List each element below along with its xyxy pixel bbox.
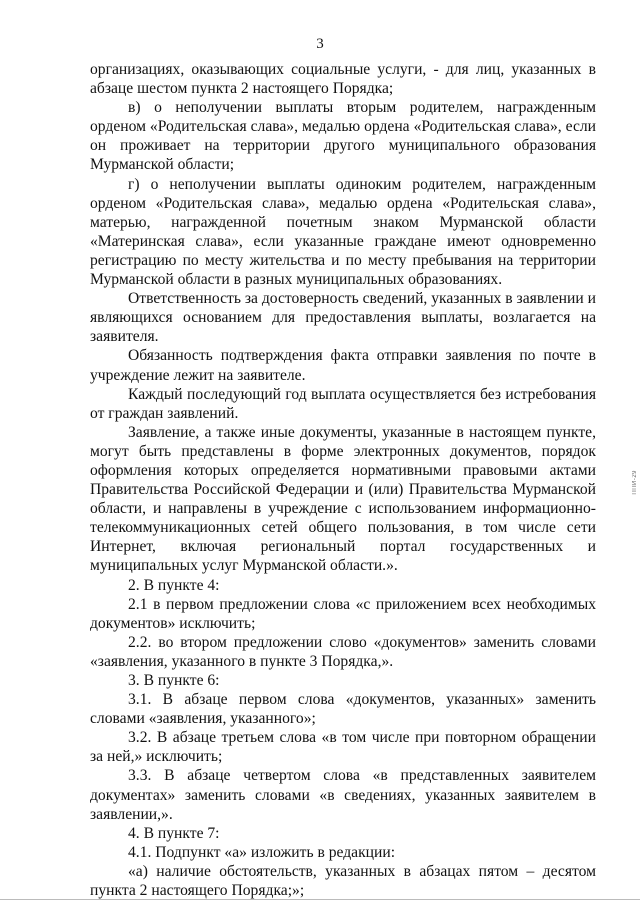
paragraph-responsibility: Ответственность за достоверность сведений, указанных в заявлении и являющихся основанием для предоставления выплаты, возлагается на заявителя.: [90, 290, 596, 346]
paragraph-section-4: 4. В пункте 7:: [128, 824, 220, 842]
paragraph-item-g: г) о неполучении выплаты одиноким родителем, награжденным орденом «Родительская слава», медалью ордена «Родительская слава», матерью, награжденной почетным знаком Мурманской области «Материнская слава», если указанные граждане имеют одновременно регистрацию по месту жительства и по месту пребывания на территории Мурманской области в разных муниципальных образованиях.: [90, 175, 596, 289]
paragraph-section-3: 3. В пункте 6:: [128, 672, 220, 689]
side-stamp: ППИ-29: [632, 470, 638, 495]
paragraph-2-1: 2.1 в первом предложении слова «с приложением всех необходимых документов» исключить;: [90, 595, 596, 632]
paragraph-3-2: 3.2. В абзаце третьем слова «в том числе при повторном обращении за ней,» исключить;: [90, 729, 596, 766]
paragraph-4-1: 4.1. Подпункт «а» изложить в редакции:: [128, 843, 396, 861]
paragraph-4-1-a: «а) наличие обстоятельств, указанных в абзацах пятом – десятом пункта 2 настоящего Порядка;»;: [90, 862, 596, 900]
paragraph-section-2: 2. В пункте 4:: [128, 576, 220, 594]
page-bottom-edge: [0, 899, 640, 900]
paragraph-yearly-payment: Каждый последующий год выплата осуществляется без истребования от граждан заявлений.: [90, 385, 596, 422]
paragraph-mail-confirmation: Обязанность подтверждения факта отправки заявления по почте в учреждение лежит на заявителе.: [90, 347, 596, 384]
paragraph-item-v: в) о неполучении выплаты вторым родителем, награжденным орденом «Родительская слава», медалью ордена «Родительская слава», если он проживает на территории другого муниципального образования Мурманской области;: [90, 99, 596, 174]
page-number: 3: [316, 36, 324, 52]
paragraph-2-2: 2.2. во втором предложении слово «документов» заменить словами «заявления, указанного в пункте 3 Порядка,».: [90, 633, 596, 670]
paragraph-3-3: 3.3. В абзаце четвертом слова «в представленных заявителем документах» заменить словами «в сведениях, указанных заявителем в заявлении,».: [90, 767, 596, 823]
paragraph-electronic-documents: Заявление, а также иные документы, указанные в настоящем пункте, могут быть представлены в форме электронных документов, порядок оформления которых определяется нормативными правовыми актами Правительства Российской Федерации и (или) Правительства Мурманской области, и направлены в учреждение с использованием информационно-телекоммуникационных сетей общего пользования, в том числе сети Интернет, включая региональный портал государственных и муниципальных услуг Мурманской области.».: [90, 423, 596, 575]
paragraph-continuation: организациях, оказывающих социальные услуги, - для лиц, указанных в абзаце шестом пункта 2 настоящего Порядка;: [90, 61, 596, 98]
document-body: [90, 60, 596, 900]
paragraph-3-1: 3.1. В абзаце первом слова «документов, указанных» заменить словами «заявления, указанного»;: [90, 691, 596, 728]
